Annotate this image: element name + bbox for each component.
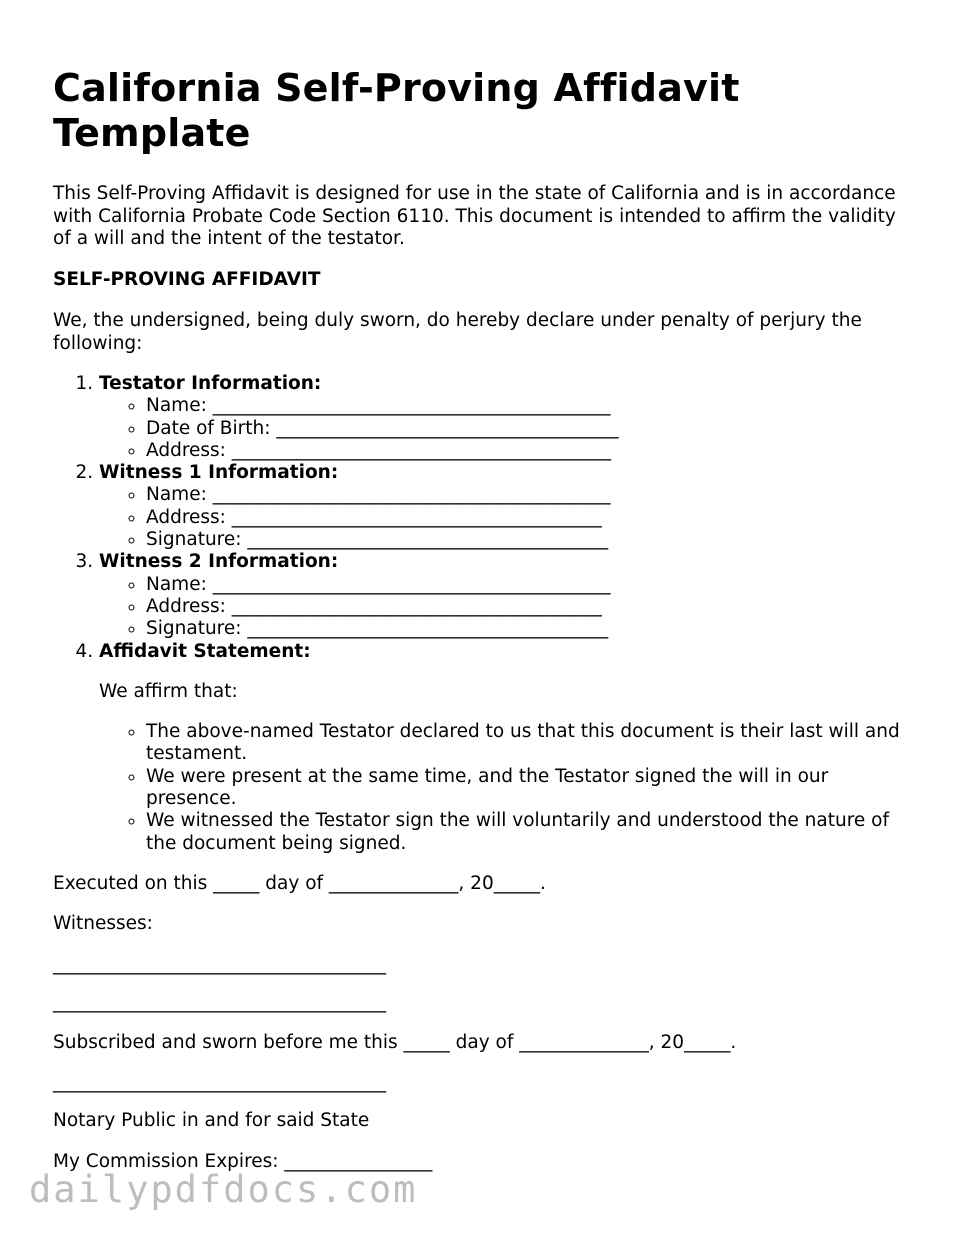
field-list [99, 574, 913, 641]
document-page [53, 66, 913, 1191]
statement-list [99, 721, 913, 855]
executed-line: Executed on this _____ day of ______________, 20_____. [53, 872, 546, 894]
field-line: ◦ Address: ________________________________________ [146, 596, 913, 618]
subscribed-line: Subscribed and sworn before me this _____ day of ______________, 20_____. [53, 1031, 737, 1053]
section-heading: SELF-PROVING AFFIDAVIT [53, 268, 321, 290]
field-line: ◦ Signature: _______________________________________ [146, 529, 913, 551]
field-line: ◦ Name: ___________________________________________ [146, 484, 913, 506]
field-line: ◦ Address: ________________________________________ [146, 507, 913, 529]
item-label: Witness 2 Information: [99, 551, 339, 573]
item-label: Affidavit Statement: [99, 640, 311, 662]
intro-paragraph: This Self-Proving Affidavit is designed for use in the state of California and is in accordance with California Probate Code Section 6110. This document is intended to affirm the validity of a will and the intent of the testator. [53, 183, 896, 249]
notary-label: Notary Public in and for said State [53, 1110, 370, 1132]
list-item-testator [99, 373, 913, 462]
field-line: ◦ Name: ___________________________________________ [146, 574, 913, 596]
declaration-paragraph: We, the undersigned, being duly sworn, do hereby declare under penalty of perjury the following: [53, 310, 862, 354]
list-item-witness-2 [99, 551, 913, 640]
field-list [99, 395, 913, 462]
statement-intro: We affirm that: [99, 680, 238, 702]
statement-item: ◦ We witnessed the Testator sign the will voluntarily and understood the nature of the document being signed. [146, 810, 913, 855]
item-label: Testator Information: [99, 373, 322, 394]
statement-item: ◦ The above-named Testator declared to us that this document is their last will and testament. [146, 721, 913, 766]
affidavit-list [53, 373, 913, 855]
witnesses-label: Witnesses: [53, 913, 153, 935]
field-line: ◦ Address: _________________________________________ [146, 440, 913, 462]
commission-line: My Commission Expires: ________________ [53, 1150, 433, 1172]
field-line: ◦ Name: ___________________________________________ [146, 395, 913, 417]
item-label: Witness 1 Information: [99, 462, 339, 484]
field-line: ◦ Signature: _______________________________________ [146, 618, 913, 640]
witness-signature-line-2: ____________________________________ [53, 991, 386, 1013]
list-item-statement [99, 641, 913, 855]
list-item-witness-1 [99, 462, 913, 551]
watermark: dailypdfdocs.com [29, 1168, 418, 1211]
notary-signature-line: ____________________________________ [53, 1072, 386, 1094]
document-title: California Self-Proving Affidavit Template [53, 66, 740, 155]
witness-signature-line-1: ____________________________________ [53, 953, 386, 975]
field-line: ◦ Date of Birth: _____________________________________ [146, 418, 913, 440]
statement-item: ◦ We were present at the same time, and the Testator signed the will in our presence. [146, 766, 913, 811]
field-list [99, 484, 913, 551]
